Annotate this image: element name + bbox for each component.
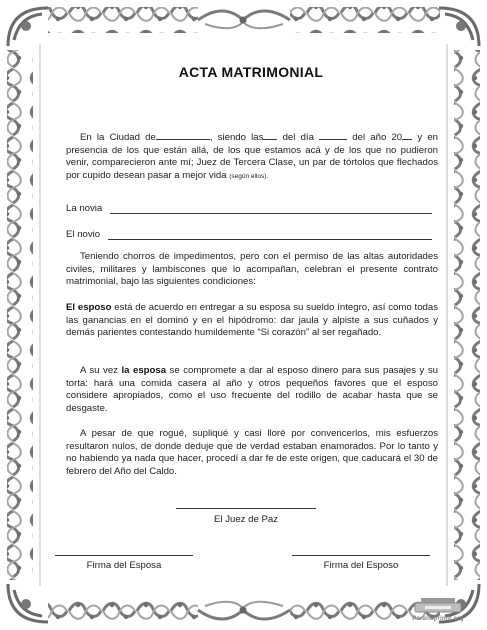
certificate-document [66,0,436,630]
groom-label: El novio [66,229,101,241]
intro-text-hour: , siendo las [209,132,264,143]
judge-signature-label: El Juez de Paz [214,514,278,525]
wife-lead: A su vez [80,365,122,376]
wife-text: se compromete a dar al esposo dinero para sus pasajes y su torta: hará una comida casera al año y otros pequeños favores que el esposo considere apropiados, como el uso frecuente del rodillo de acabar hasta que se desgaste. [66,365,438,414]
husband-label: El esposo [66,302,112,313]
groom-signature-label: Firma del Esposo [323,560,399,571]
intro-text-year: del año 20 [352,132,403,143]
wife-label: la esposa [121,365,167,376]
judge-paragraph [66,428,438,478]
site-logo-text: ParaImprimir.org [412,616,464,622]
husband-paragraph [66,302,438,340]
bride-signature-label: Firma del Esposa [86,560,162,571]
intro-small-note: (según ellos). [229,172,269,180]
hour-blank[interactable] [263,130,277,140]
groom-signature-line[interactable] [292,555,430,556]
judge-text: A pesar de que rogué, supliqué y casi lloré por convencerlos, mis esfuerzos resultaron nulos, de donde deduje que de verdad estaban enamorados. Por lo tanto y no habiendo ya nada que hacer, procedí a dar fe de este origen, que caducará el 30 de febrero del Año del Caldo. [66,428,438,477]
year-blank[interactable] [402,130,412,140]
city-blank[interactable] [156,130,210,140]
intro-text-day: del día [277,132,314,143]
groom-field [66,228,432,242]
impediments-text: Teniendo chorros de impedimentos, pero con el permiso de las altas autoridades civiles, militares y lambiscones que lo acompañan, celebran el presente contrato matrimonial, bajo las siguientes condiciones: [66,251,438,288]
wife-paragraph [66,365,438,415]
bride-line[interactable] [110,213,432,214]
bride-signature-line[interactable] [55,555,193,556]
site-logo [397,596,479,622]
bride-field [66,202,432,216]
husband-text: está de acuerdo en entregar a su esposa su sueldo íntegro, así como todas las ganancias en el dominó y en el hipódromo: dar jaula y alpiste a sus cuñados y demás parientes contestando humildemente “Si corazón” al ser regañado. [66,302,438,339]
impediments-paragraph [66,251,438,289]
intro-text-body: y en presencia de los que están allá, de los que estamos acá y de los que no pudieron venir, comparecieron ante mí; Juez de Tercera Clase, un par de tórtolos que flechados por cupido desean pasar a mejor vida [66,132,438,181]
groom-line[interactable] [108,239,432,240]
printer-logo-icon [397,596,479,614]
document-title: ACTA MATRIMONIAL [178,64,324,80]
judge-signature-line[interactable] [176,508,316,509]
intro-paragraph [66,130,438,183]
day-blank[interactable] [319,130,347,140]
bride-label: La novia [66,203,103,215]
intro-text-city: En la Ciudad de [80,132,156,143]
